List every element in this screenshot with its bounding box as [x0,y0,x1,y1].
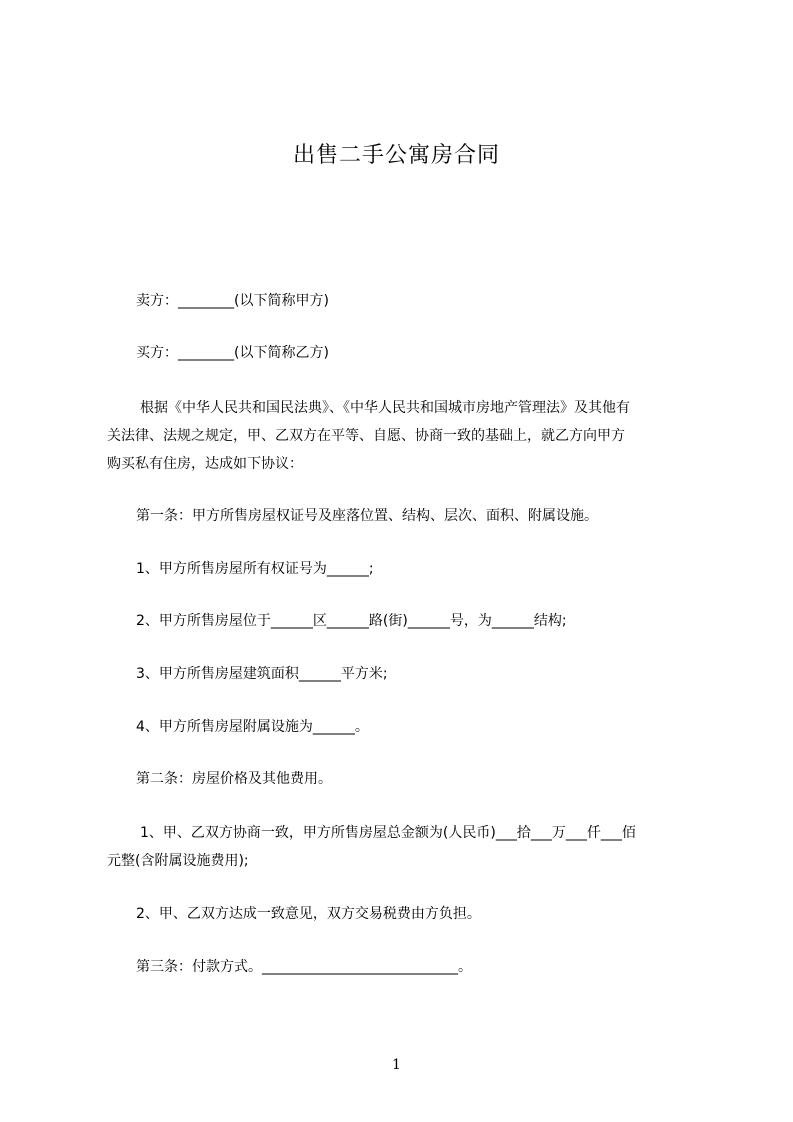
article-1-item-3: 3、甲方所售房屋建筑面积______平方米; [136,666,388,682]
article-2-heading: 第二条：房屋价格及其他费用。 [136,771,332,787]
article-3-heading: 第三条：付款方式。____________________________。 [136,959,472,975]
page-number: 1 [392,1057,401,1073]
article-2-item-1-line-1: 1、甲、乙双方协商一致，甲方所售房屋总金额为(人民币)___拾___万___仟___佰 [140,825,636,841]
seller-line: 卖方：________(以下简称甲方) [136,293,329,309]
buyer-line: 买方：________(以下简称乙方) [136,345,329,361]
article-1-heading: 第一条：甲方所售房屋权证号及座落位置、结构、层次、面积、附属设施。 [136,508,598,524]
article-1-item-4: 4、甲方所售房屋附属设施为______。 [136,719,369,735]
preamble-line-2: 关法律、法规之规定，甲、乙双方在平等、自愿、协商一致的基础上，就乙方向甲方 [107,428,625,444]
article-1-item-1: 1、甲方所售房屋所有权证号为______; [136,561,374,577]
article-1-item-2: 2、甲方所售房屋位于______区______路(街)______号，为______结构; [136,613,567,629]
contract-title: 出售二手公寓房合同 [292,143,500,168]
preamble-line-1: 根据《中华人民共和国民法典》、《中华人民共和国城市房地产管理法》及其他有 [140,400,630,416]
article-2-item-1-line-2: 元整(含附属设施费用); [107,853,249,869]
preamble-line-3: 购买私有住房，达成如下协议： [107,456,303,472]
article-2-item-2: 2、甲、乙双方达成一致意见，双方交易税费由方负担。 [136,906,481,922]
